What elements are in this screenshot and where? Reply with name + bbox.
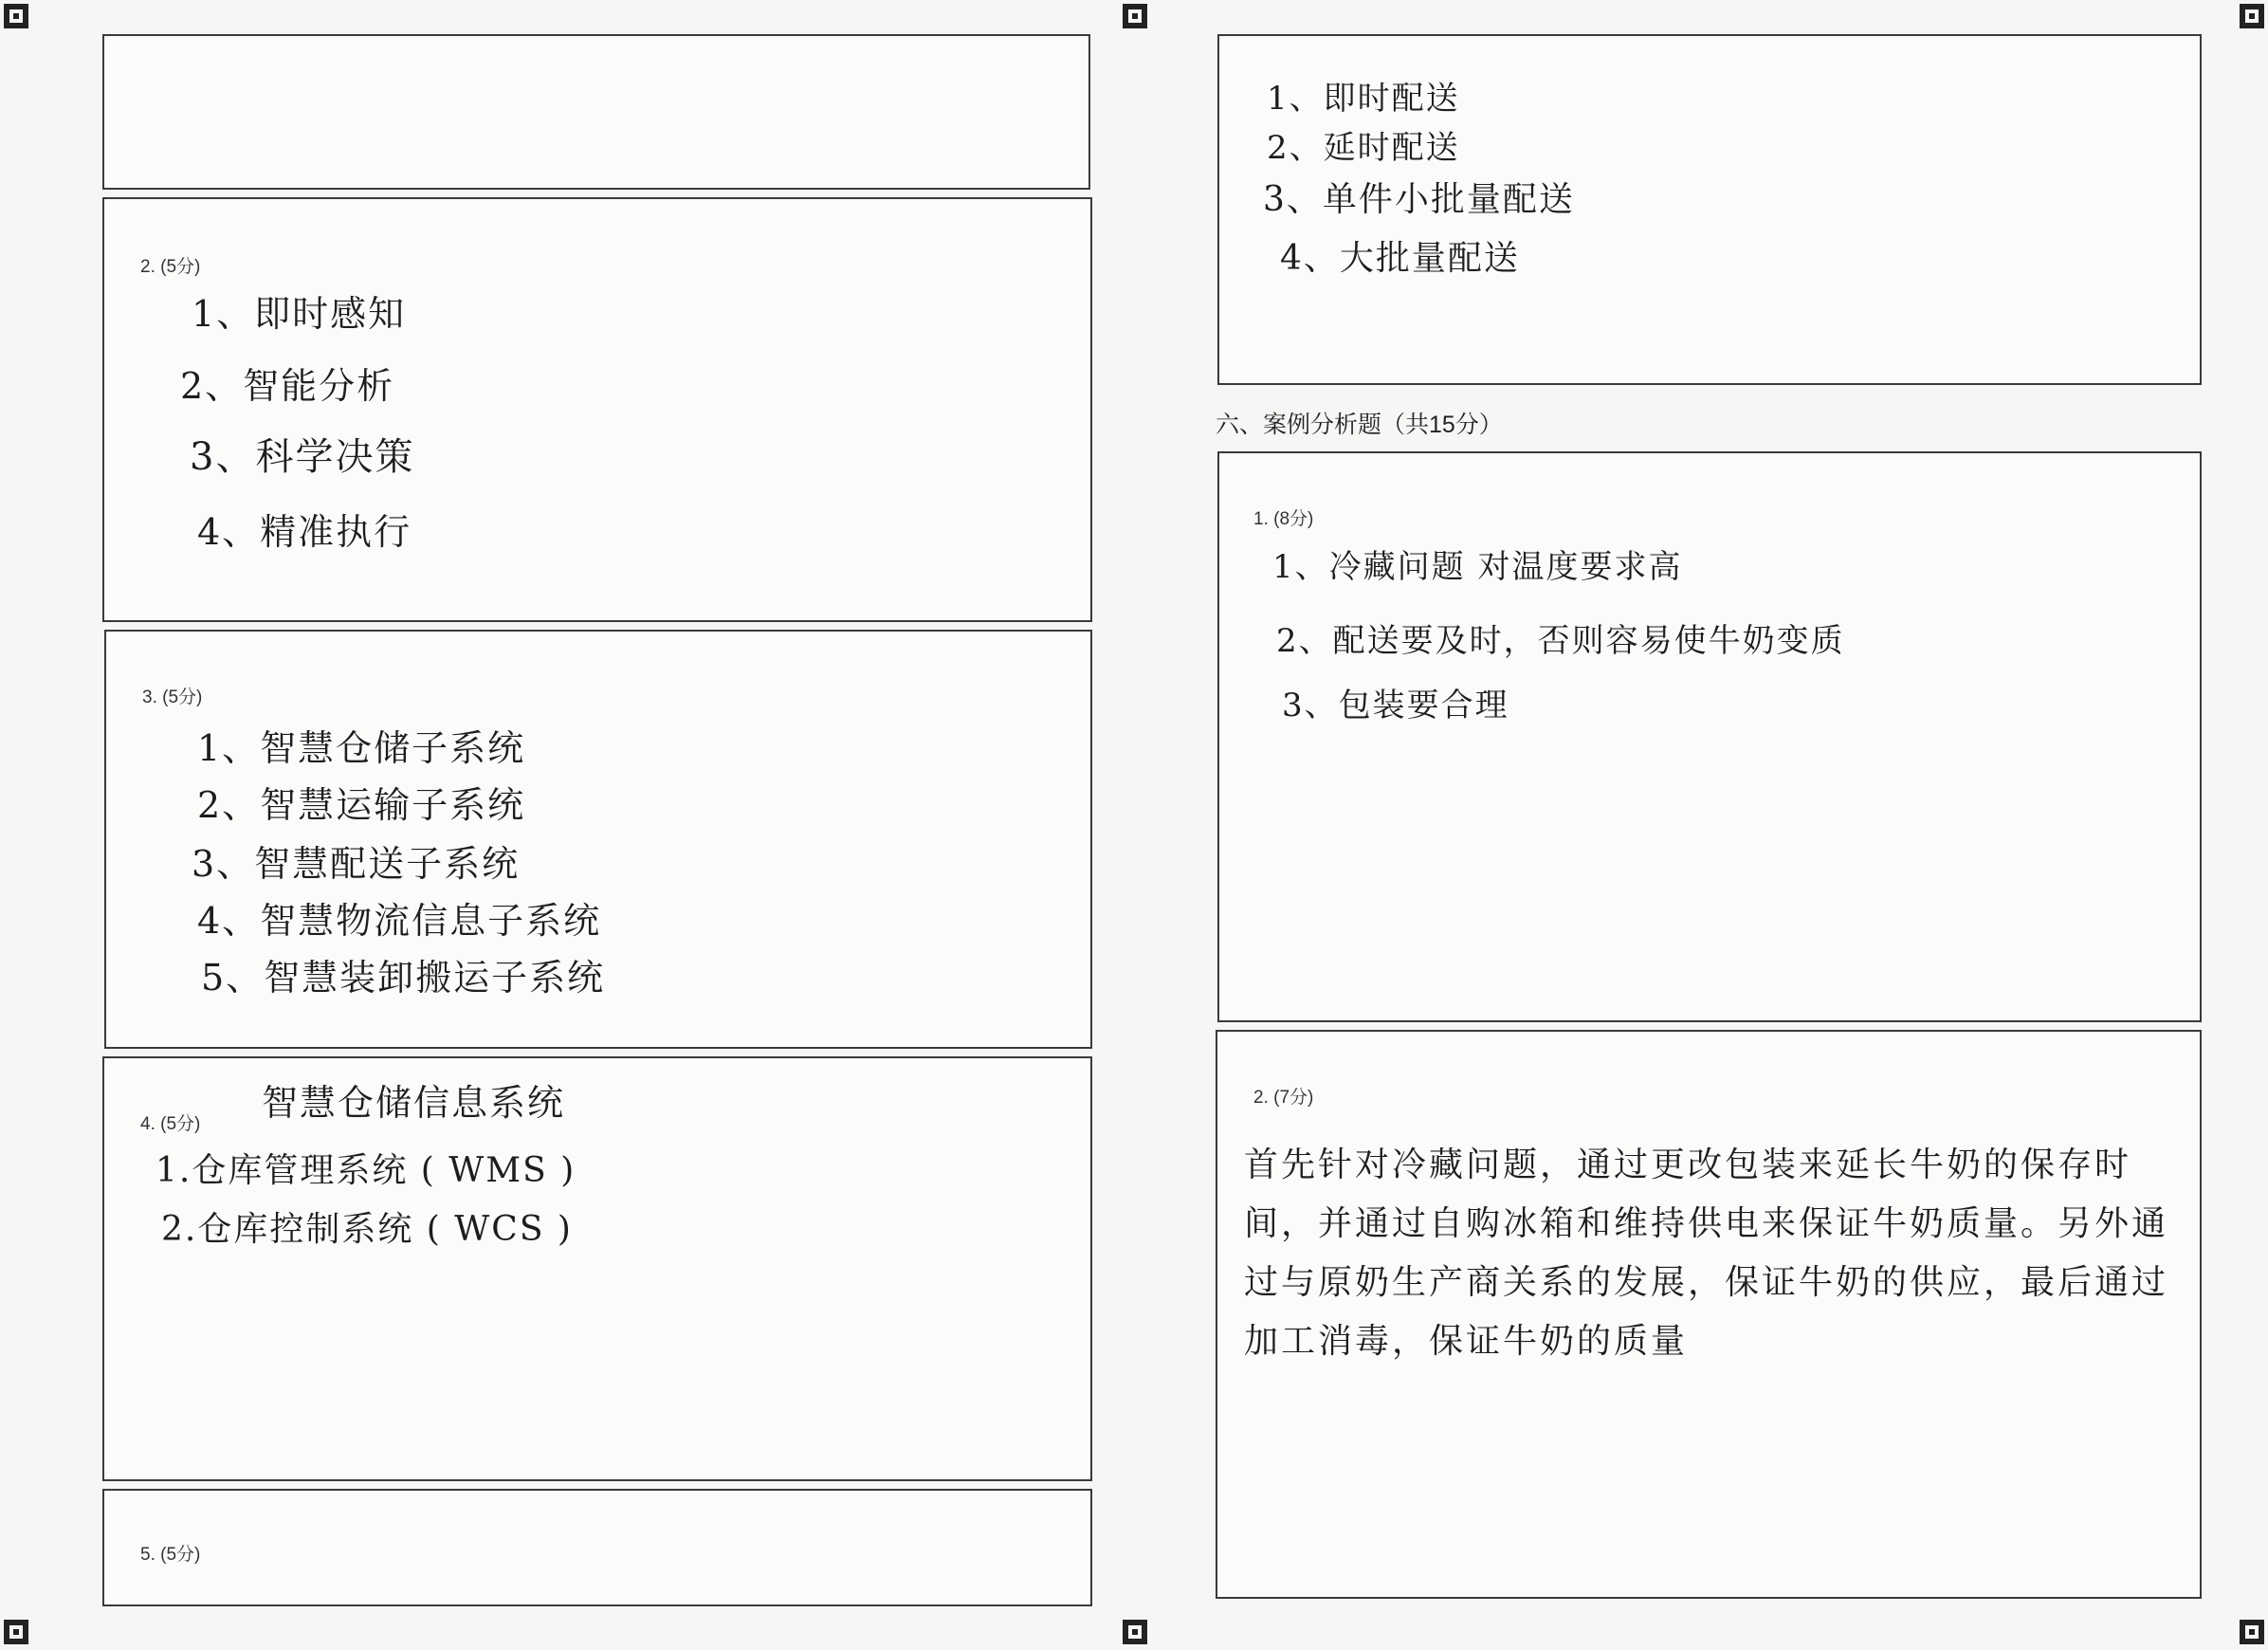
question-label-q3: 3. (5分)	[142, 688, 203, 707]
answer-box-q6-tail	[1217, 34, 2202, 385]
section-title-case-analysis: 六、案例分析题（共15分）	[1216, 412, 1503, 438]
question-label-q2: 2. (5分)	[140, 257, 201, 277]
answer-box-q2	[102, 197, 1092, 622]
answer-box-q1-tail	[102, 34, 1090, 190]
question-label-case-q1: 1. (8分)	[1253, 509, 1314, 529]
answer-line-3: 3、单件小批量配送	[1263, 180, 1575, 219]
answer-line-1: 1、即时感知	[192, 293, 407, 335]
answer-line-1: 1、即时配送	[1267, 80, 1460, 118]
answer-line-2: 2.仓库控制系统 ( WCS )	[161, 1210, 573, 1249]
answer-line-4: 4、精准执行	[197, 511, 412, 553]
answer-line-2: 2、智慧运输子系统	[197, 784, 526, 826]
question-label-q4: 4. (5分)	[140, 1114, 201, 1134]
answer-box-case-q2	[1216, 1030, 2202, 1599]
answer-line-1: 1、冷藏问题 对温度要求高	[1272, 548, 1683, 586]
answer-line-1: 1、智慧仓储子系统	[197, 727, 526, 769]
question-label-q5: 5. (5分)	[140, 1545, 201, 1565]
right-page	[1134, 0, 2268, 1650]
answer-line-3: 3、智慧配送子系统	[192, 843, 521, 885]
answer-line-2: 2、智能分析	[180, 365, 395, 407]
question-label-case-q2: 2. (7分)	[1253, 1088, 1314, 1108]
answer-line-5: 5、智慧装卸搬运子系统	[201, 957, 606, 999]
answer-line-1: 1.仓库管理系统 ( WMS )	[155, 1151, 576, 1190]
answer-heading: 智慧仓储信息系统	[262, 1082, 566, 1124]
answer-line-2: 2、配送要及时，否则容易使牛奶变质	[1276, 622, 1845, 660]
answer-line-3: 3、包装要合理	[1282, 687, 1509, 724]
answer-line-4: 4、大批量配送	[1280, 239, 1520, 278]
answer-box-case-q1	[1217, 451, 2202, 1022]
answer-line-4: 4、智慧物流信息子系统	[197, 900, 602, 942]
answer-box-q3	[104, 630, 1092, 1049]
answer-line-2: 2、延时配送	[1267, 129, 1460, 167]
answer-box-q5	[102, 1489, 1092, 1606]
answer-line-3: 3、科学决策	[190, 435, 415, 479]
answer-paragraph: 首先针对冷藏问题，通过更改包装来延长牛奶的保存时间，并通过自购冰箱和维持供电来保证牛奶质量。另外通过与原奶生产商关系的发展，保证牛奶的供应，最后通过加工消毒，保证牛奶的质量	[1244, 1146, 2169, 1361]
answer-box-q4	[102, 1056, 1092, 1481]
